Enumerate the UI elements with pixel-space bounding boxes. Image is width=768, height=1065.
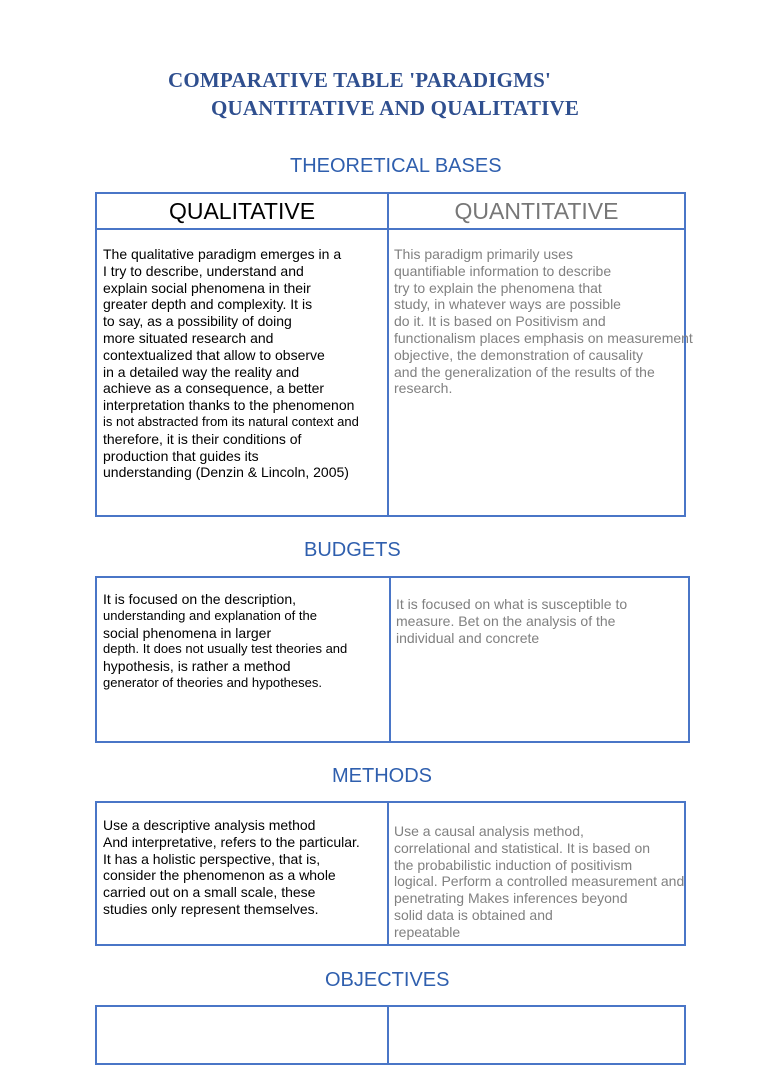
text-line: repeatable: [394, 923, 461, 940]
text-line: in a detailed way the reality and: [103, 363, 300, 380]
text-line: is not abstracted from its natural context and: [103, 413, 359, 429]
qualitative-cell: [103, 591, 347, 692]
text-line: carried out on a small scale, these: [103, 884, 316, 901]
text-line: depth. It does not usually test theories and: [103, 641, 348, 657]
budgets-table: [95, 576, 690, 743]
text-line: generator of theories and hypotheses.: [103, 674, 322, 690]
text-line: greater depth and complexity. It is: [103, 296, 313, 313]
text-line: consider the phenomenon as a whole: [103, 867, 336, 884]
section-heading-objectives: OBJECTIVES: [325, 969, 450, 991]
quantitative-cell: [394, 823, 684, 941]
text-line: and the generalization of the results of the: [394, 363, 655, 380]
text-line: study, in whatever ways are possible: [394, 296, 621, 313]
text-line: explain social phenomena in their: [103, 279, 311, 296]
text-line: This paradigm primarily uses: [394, 246, 573, 262]
text-line: understanding (Denzin & Lincoln, 2005): [103, 464, 349, 481]
quantitative-column-header: QUANTITATIVE: [454, 198, 619, 224]
header-divider: [97, 228, 684, 230]
text-line: I try to describe, understand and: [103, 262, 304, 279]
text-line: individual and concrete: [396, 629, 540, 646]
text-line: achieve as a consequence, a better: [103, 380, 325, 397]
text-line: production that guides its: [103, 447, 259, 464]
text-line: It is focused on the description,: [103, 591, 296, 607]
text-line: And interpretative, refers to the particular.: [103, 833, 360, 850]
text-line: Use a descriptive analysis method: [103, 817, 316, 833]
text-line: try to explain the phenomena that: [394, 279, 602, 296]
text-line: Use a causal analysis method,: [394, 823, 584, 839]
text-line: solid data is obtained and: [394, 906, 553, 923]
text-line: The qualitative paradigm emerges in a: [103, 246, 342, 262]
text-line: do it. It is based on Positivism and: [394, 313, 606, 330]
qualitative-cell: [103, 817, 360, 918]
text-line: It is focused on what is susceptible to: [396, 596, 628, 612]
text-line: research.: [394, 380, 453, 397]
methods-table: [95, 801, 686, 946]
text-line: more situated research and: [103, 329, 274, 346]
column-divider: [389, 578, 391, 741]
text-line: social phenomena in larger: [103, 624, 272, 641]
text-line: penetrating Makes inferences beyond: [394, 890, 628, 907]
text-line: therefore, it is their conditions of: [103, 430, 302, 447]
section-heading-theoretical-bases: THEORETICAL BASES: [290, 155, 502, 177]
text-line: hypothesis, is rather a method: [103, 658, 291, 675]
text-line: logical. Perform a controlled measurement and: [394, 873, 685, 890]
section-heading-methods: METHODS: [332, 765, 432, 787]
text-line: It has a holistic perspective, that is,: [103, 850, 321, 867]
text-line: objective, the demonstration of causality: [394, 346, 644, 363]
text-line: measure. Bet on the analysis of the: [396, 612, 616, 629]
text-line: studies only represent themselves.: [103, 900, 319, 917]
document-title-line-1: COMPARATIVE TABLE 'PARADIGMS': [168, 68, 552, 92]
text-line: understanding and explanation of the: [103, 607, 317, 623]
section-heading-budgets: BUDGETS: [304, 539, 401, 561]
text-line: interpretation thanks to the phenomenon: [103, 397, 355, 414]
qualitative-cell: [103, 246, 359, 481]
quantitative-cell: [394, 246, 693, 397]
document-title-line-2: QUANTITATIVE AND QUALITATIVE: [211, 96, 580, 120]
column-divider: [387, 194, 389, 515]
text-line: functionalism places emphasis on measurement: [394, 329, 693, 346]
qualitative-column-header: QUALITATIVE: [168, 198, 316, 224]
text-line: correlational and statistical. It is based on: [394, 839, 651, 856]
text-line: the probabilistic induction of positivism: [394, 856, 633, 873]
objectives-table: [95, 1005, 686, 1065]
text-line: to say, as a possibility of doing: [103, 313, 292, 330]
quantitative-cell: [396, 596, 627, 646]
text-line: contextualized that allow to observe: [103, 346, 325, 363]
theoretical-bases-table: [95, 192, 693, 517]
text-line: quantifiable information to describe: [394, 262, 612, 279]
column-divider: [387, 803, 389, 944]
column-divider: [387, 1007, 389, 1063]
